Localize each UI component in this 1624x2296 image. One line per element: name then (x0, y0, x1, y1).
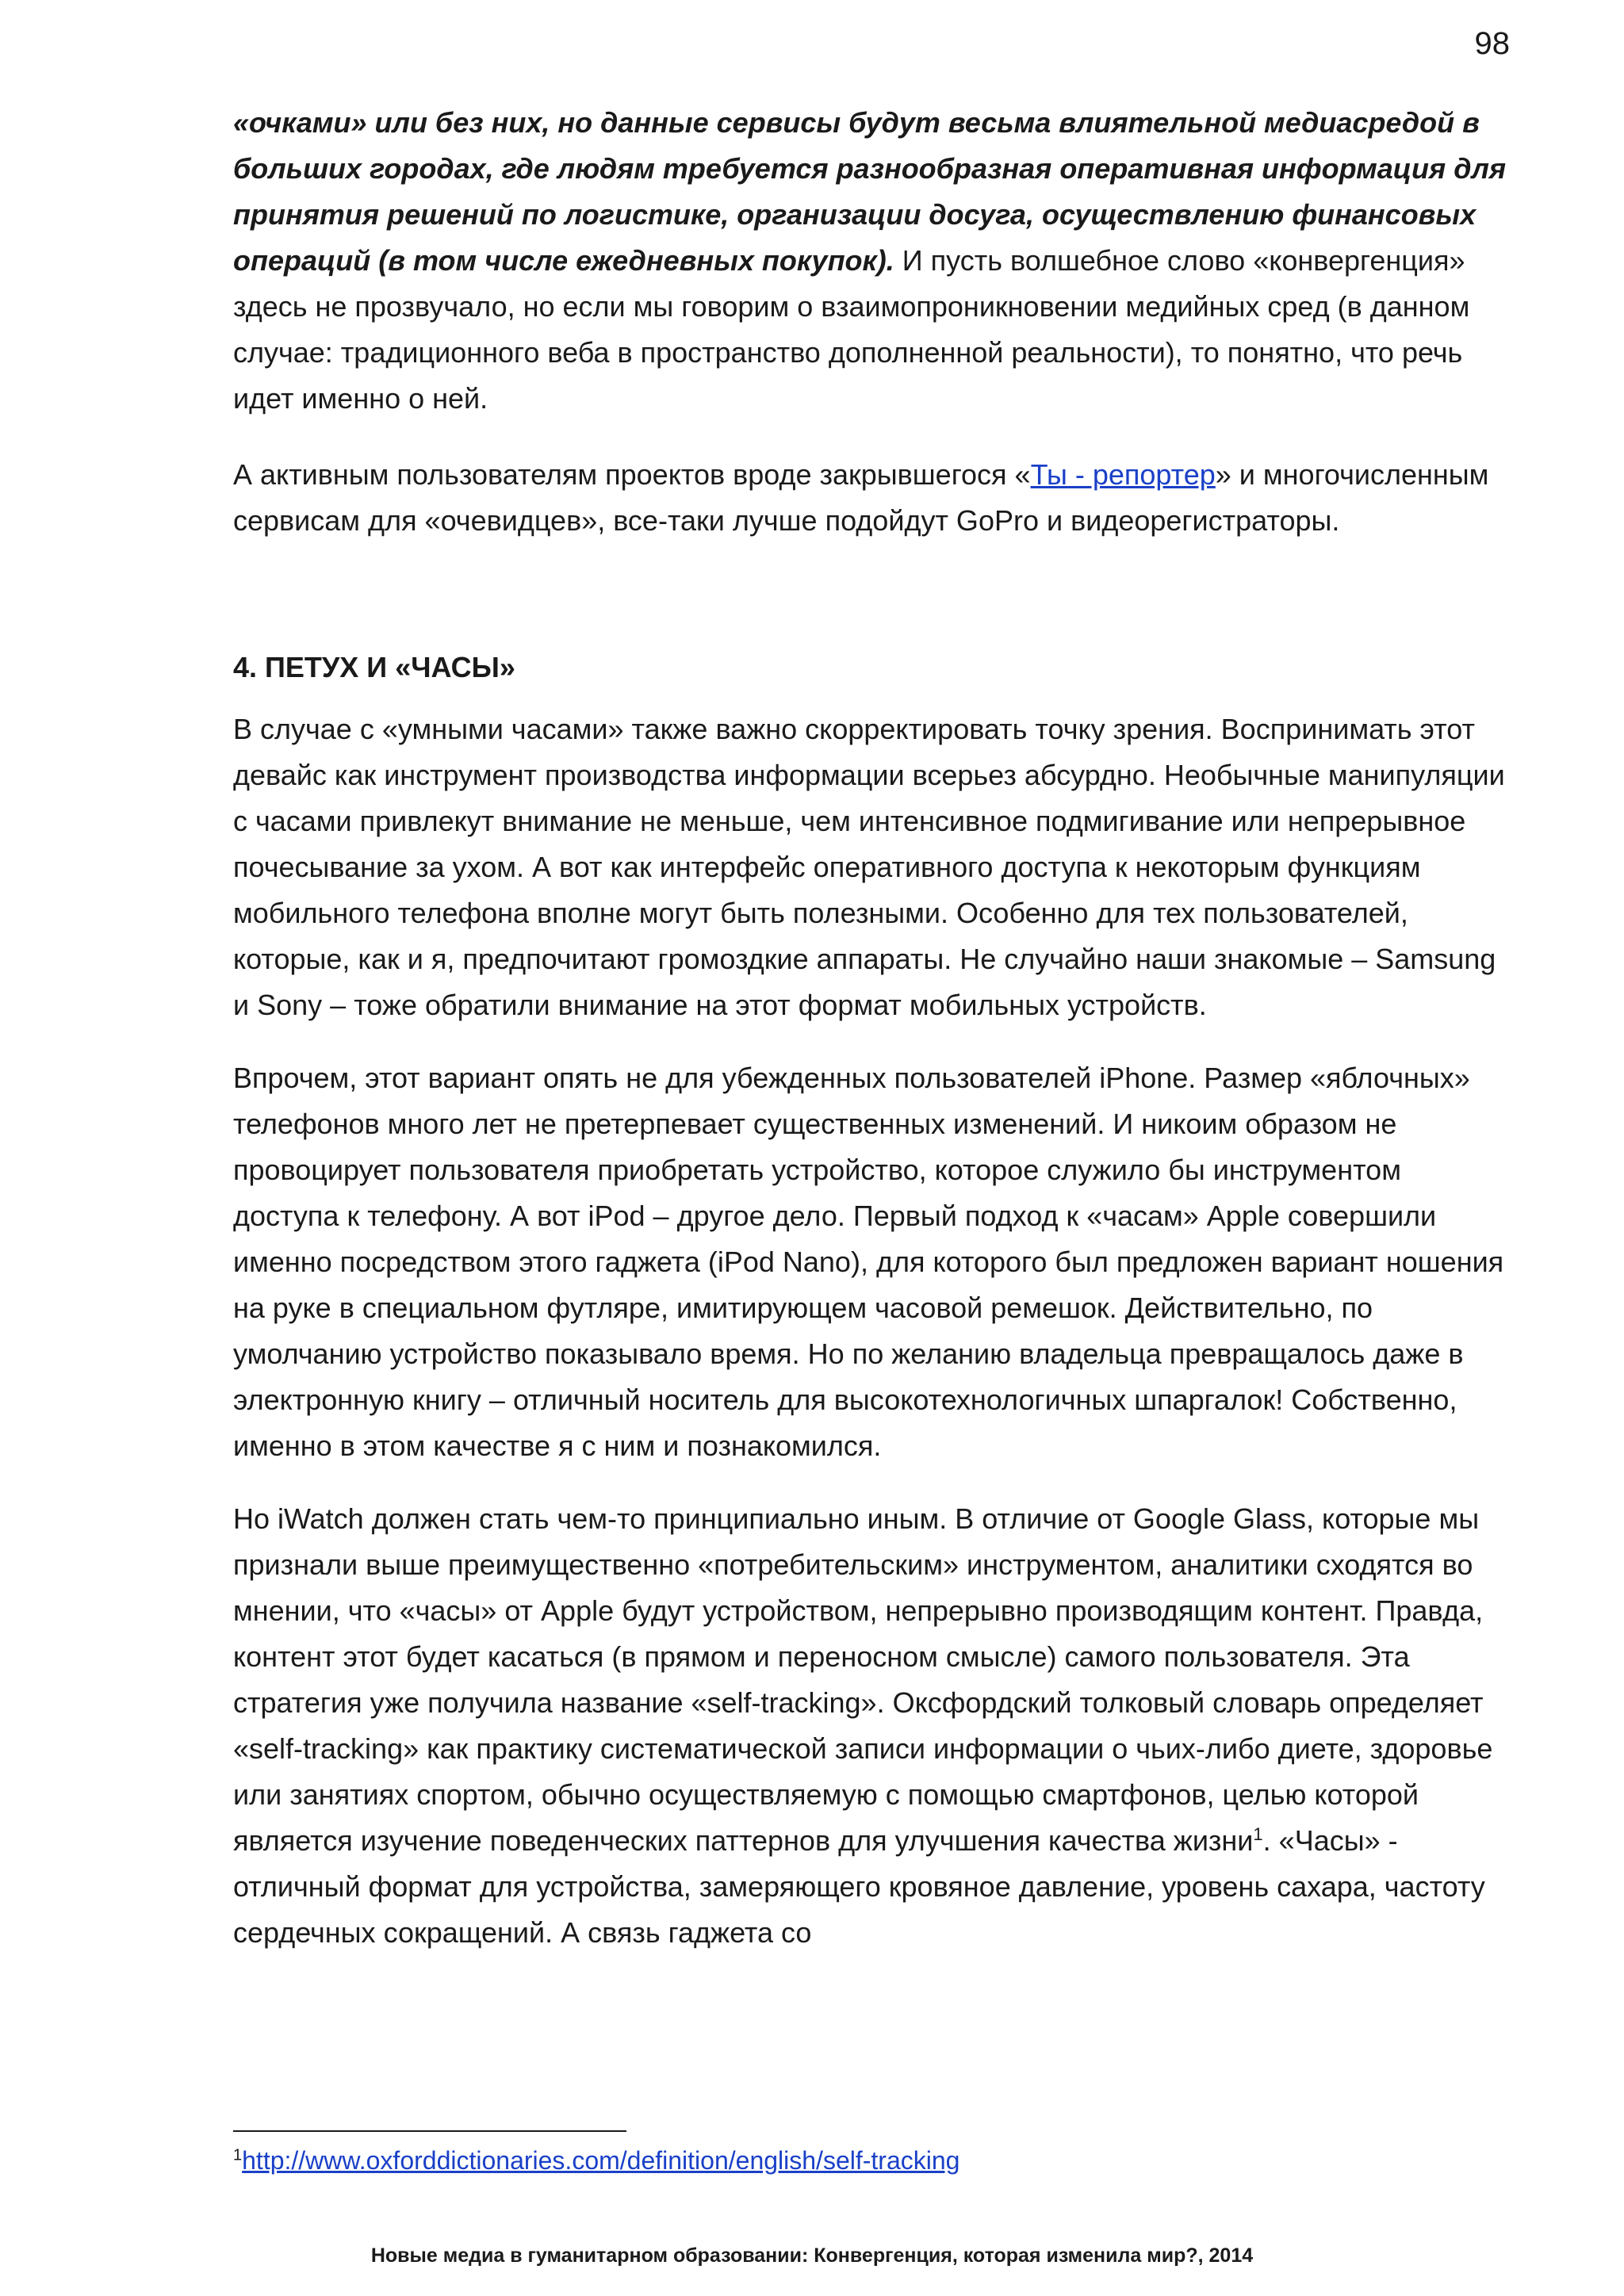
paragraph-text: И пусть волшебное слово «конвергенция» здесь не прозвучало, но если мы говорим о взаимопроникновении медийных сред (в данном случае: традиционного веба в пространство дополненной реальности), то понятно, что речь идет именно о ней. (233, 244, 1470, 415)
footnote-marker: 1 (233, 2146, 243, 2164)
paragraph-smartwatch: В случае с «умными часами» также важно скорректировать точку зрения. Воспринимать этот девайс как инструмент производства информации всерьез абсурдно. Необычные манипуляции с часами привлекут внимание не меньше, чем интенсивное подмигивание или непрерывное почесывание за ухом. А вот как интерфейс оперативного доступа к некоторым функциям мобильного телефона вполне могут быть полезными. Особенно для тех пользователей, которые, как и я, предпочитают громоздкие аппараты. Не случайно наши знакомые – Samsung и Sony – тоже обратили внимание на этот формат мобильных устройств. (233, 713, 1505, 1021)
footnote-divider (233, 2130, 626, 2132)
reporter-link[interactable]: Ты - репортер (1030, 458, 1216, 491)
paragraph-reporter (233, 452, 1510, 544)
document-body (233, 100, 1510, 1956)
running-footer: Новые медиа в гуманитарном образовании: Конвергенция, которая изменила мир?, 2014 (370, 2244, 1254, 2267)
section-heading: 4. ПЕТУХ И «ЧАСЫ» (233, 651, 515, 683)
page-number: 98 (1474, 26, 1510, 61)
paragraph-iphone: Впрочем, этот вариант опять не для убежденных пользователей iPhone. Размер «яблочных» телефонов много лет не претерпевает существенных изменений. И никоим образом не провоцирует пользователя приобретать устройство, которое служило бы инструментом доступа к телефону. А вот iPod – другое дело. Первый подход к «часам» Apple совершили именно посредством этого гаджета (iPod Nano), для которого был предложен вариант ношения на руке в специальном футляре, имитирующем часовой ремешок. Действительно, по умолчанию устройство показывало время. Но по желанию владельца превращалось даже в электронную книгу – отличный носитель для высокотехнологичных шпаргалок! Собственно, именно в этом качестве я с ним и познакомился. (233, 1062, 1504, 1462)
paragraph-iwatch (233, 1496, 1510, 1956)
paragraph-text: . «Часы» - отличный формат для устройства, замеряющего кровяное давление, уровень сахара, частоту сердечных сокращений. А связь гаджета со (233, 1824, 1485, 1949)
footnote-reference[interactable]: 1 (1253, 1824, 1263, 1844)
paragraph-text: А активным пользователям проектов вроде закрывшегося « (233, 458, 1031, 491)
bold-italic-lead: «очками» или без них, но данные сервисы будут весьма влиятельной медиасредой в больших городах, где людям требуется разнообразная оперативная информация для принятия решений по логистике, организации досуга, осуществлению финансовых операций (в том числе ежедневных покупок). (233, 106, 1507, 277)
paragraph-text: Но iWatch должен стать чем-то принципиально иным. В отличие от Google Glass, которые мы признали выше преимущественно «потребительским» инструментом, аналитики сходятся во мнении, что «часы» от Apple будут устройством, непрерывно производящим контент. Правда, контент этот будет касаться (в прямом и переносном смысле) самого пользователя. Эта стратегия уже получила название «self-tracking». Оксфордский толковый словарь определяет «self-tracking» как практику систематической записи информации о чьих-либо диете, здоровье или занятиях спортом, обычно осуществляемую с помощью смартфонов, целью которой является изучение поведенческих паттернов для улучшения качества жизни (233, 1502, 1493, 1857)
paragraph-text: » и многочисленным сервисам для «очевидцев», все-таки лучше подойдут GoPro и видеорегистраторы. (233, 458, 1489, 537)
footnote (233, 2145, 959, 2176)
paragraph-continued (233, 100, 1510, 422)
footnote-link[interactable]: http://www.oxforddictionaries.com/definition/english/self-tracking (242, 2146, 960, 2175)
